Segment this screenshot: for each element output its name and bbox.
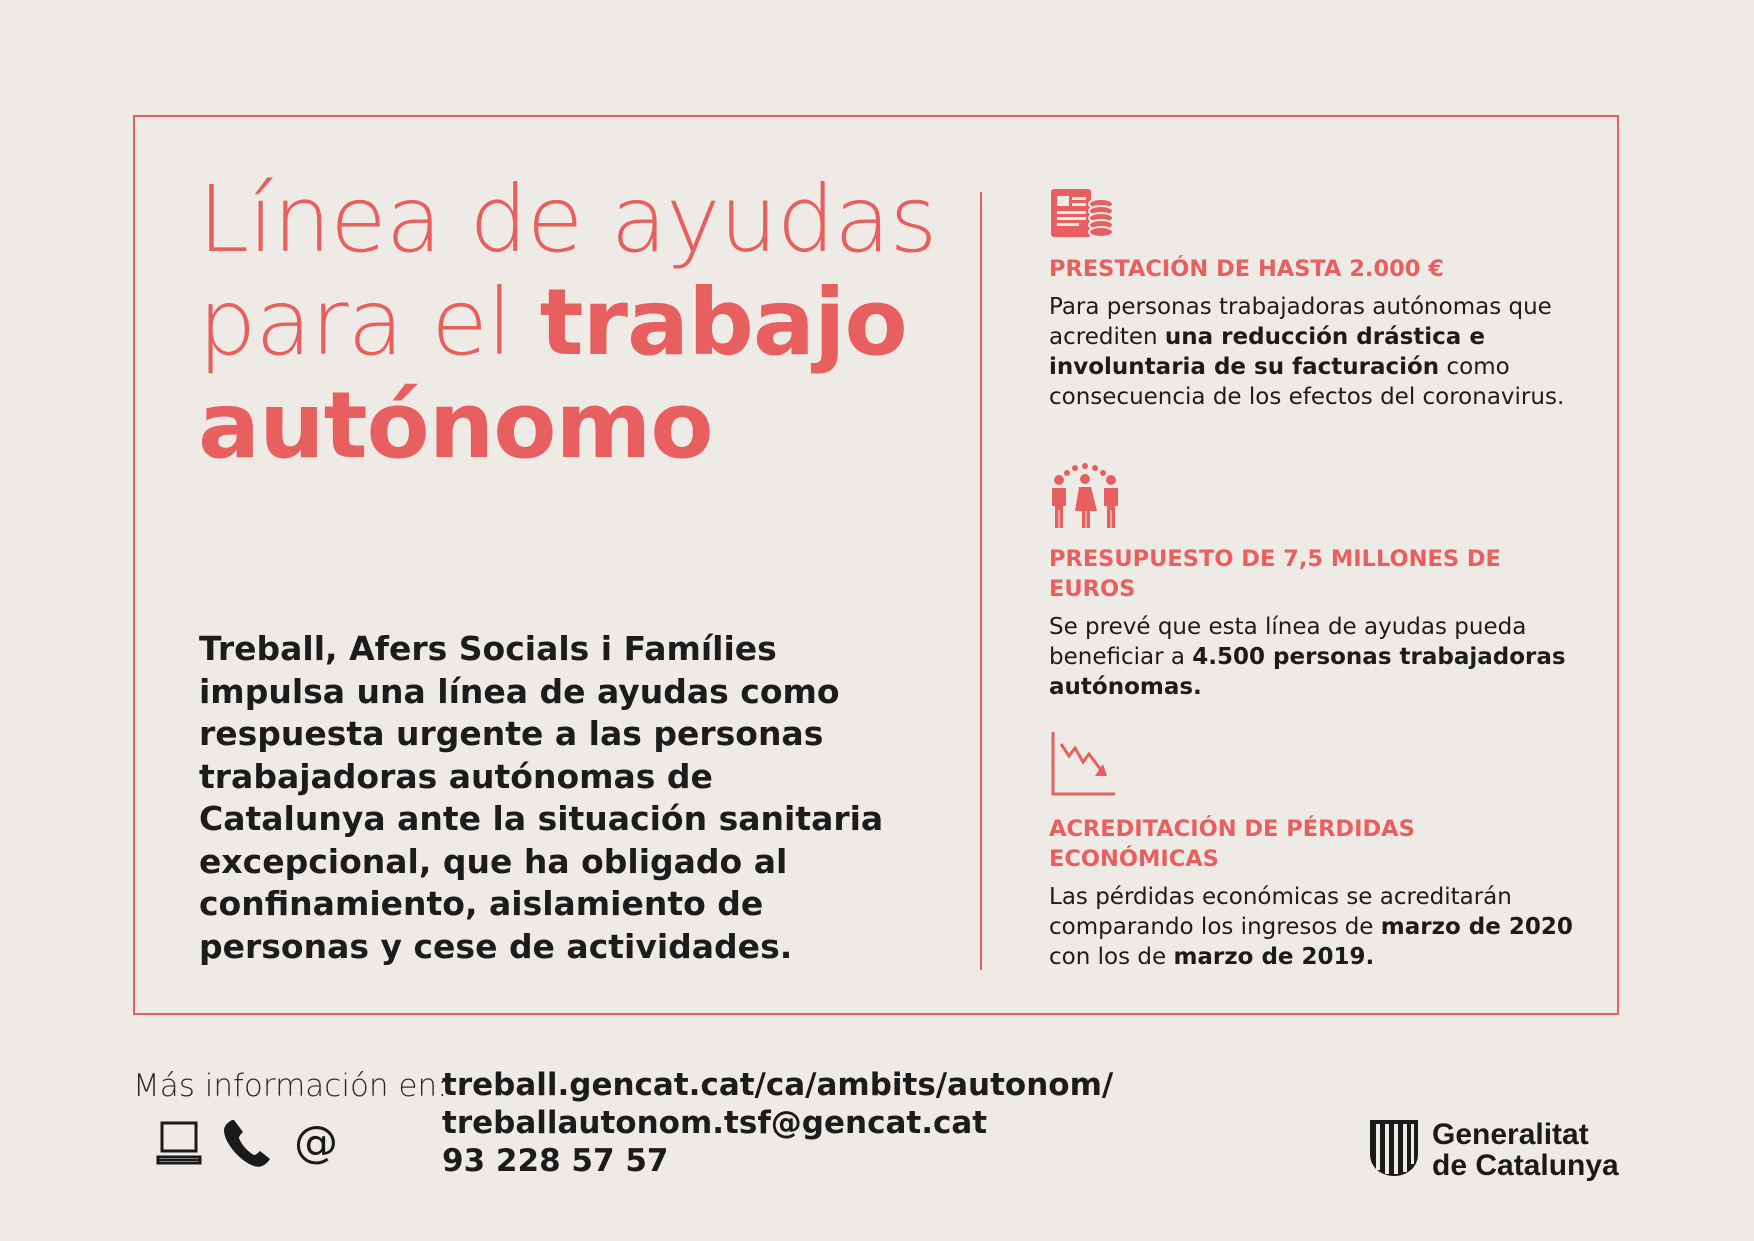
intro-line: Catalunya ante la situación sanitaria bbox=[199, 799, 884, 838]
declining-chart-icon bbox=[1049, 730, 1589, 800]
title-line-3 bbox=[198, 374, 958, 477]
feature-text-part: Para personas trabajadoras autónomas que acrediten bbox=[1049, 294, 1552, 350]
logo-line-2: de Catalunya bbox=[1432, 1149, 1619, 1182]
document-coins-icon bbox=[1049, 186, 1589, 246]
intro-line: Treball, Afers Socials i Famílies bbox=[199, 629, 777, 668]
at-sign-icon bbox=[294, 1119, 340, 1171]
svg-text:@: @ bbox=[294, 1119, 338, 1167]
people-group-icon bbox=[1049, 462, 1589, 536]
feature-text-part: como consecuencia de los efectos del coronavirus. bbox=[1049, 354, 1565, 410]
intro-line: respuesta urgente a las personas bbox=[199, 714, 824, 753]
computer-icon bbox=[156, 1119, 202, 1171]
more-info-label: Más información en: bbox=[133, 1068, 448, 1104]
phone-number[interactable]: 93 228 57 57 bbox=[442, 1143, 669, 1179]
feature-text bbox=[1049, 882, 1589, 972]
feature-heading-line: ECONÓMICAS bbox=[1049, 846, 1219, 872]
feature-text-part: Las pérdidas económicas se acreditarán comparando los ingresos de bbox=[1049, 884, 1512, 940]
column-divider bbox=[980, 192, 982, 970]
logo-line-1: Generalitat bbox=[1432, 1118, 1589, 1151]
feature-text bbox=[1049, 612, 1589, 702]
feature-text-bold: una reducción drástica e involuntaria de su facturación bbox=[1049, 324, 1485, 380]
feature-heading: PRESTACIÓN DE HASTA 2.000 € bbox=[1049, 256, 1444, 282]
feature-losses bbox=[1049, 730, 1589, 972]
feature-heading-line: ACREDITACIÓN DE PÉRDIDAS bbox=[1049, 816, 1415, 842]
title-line-2-light: para el bbox=[198, 269, 540, 376]
page-title bbox=[198, 168, 958, 477]
phone-icon bbox=[222, 1118, 274, 1172]
contact-icons bbox=[156, 1118, 340, 1172]
catalonia-coat-of-arms-icon bbox=[1368, 1118, 1420, 1182]
feature-text-part: con los de bbox=[1049, 944, 1174, 970]
feature-heading: PRESUPUESTO DE 7,5 MILLONES DE EUROS bbox=[1049, 546, 1501, 602]
generalitat-logo bbox=[1368, 1118, 1619, 1182]
feature-text-bold: marzo de 2020 bbox=[1380, 914, 1573, 940]
feature-budget bbox=[1049, 462, 1589, 702]
title-line-2 bbox=[198, 271, 958, 374]
title-line-2-bold: trabajo bbox=[539, 269, 907, 376]
title-line-3-bold: autónomo bbox=[198, 372, 713, 479]
logo-text bbox=[1432, 1119, 1619, 1181]
contact-list bbox=[442, 1066, 1113, 1180]
title-line-1: Línea de ayudas bbox=[198, 166, 937, 273]
intro-line: impulsa una línea de ayudas como bbox=[199, 671, 840, 711]
intro-line: excepcional, que ha obligado al bbox=[199, 841, 788, 881]
feature-text-part: Se prevé que esta línea de ayudas pueda beneficiar a bbox=[1049, 614, 1527, 670]
intro-paragraph bbox=[199, 628, 884, 968]
feature-benefit bbox=[1049, 186, 1589, 412]
feature-text-bold: 4.500 personas trabajadoras autónomas. bbox=[1049, 644, 1566, 700]
website-link[interactable]: treball.gencat.cat/ca/ambits/autonom/ bbox=[442, 1067, 1114, 1103]
feature-heading bbox=[1049, 814, 1589, 874]
intro-line: trabajadoras autónomas de bbox=[199, 756, 713, 796]
feature-text bbox=[1049, 292, 1589, 412]
email-link[interactable]: treballautonom.tsf@gencat.cat bbox=[442, 1105, 988, 1141]
feature-text-bold: marzo de 2019. bbox=[1173, 944, 1375, 970]
intro-line: personas y cese de actividades. bbox=[199, 926, 793, 966]
intro-line: confinamiento, aislamiento de bbox=[199, 884, 764, 923]
